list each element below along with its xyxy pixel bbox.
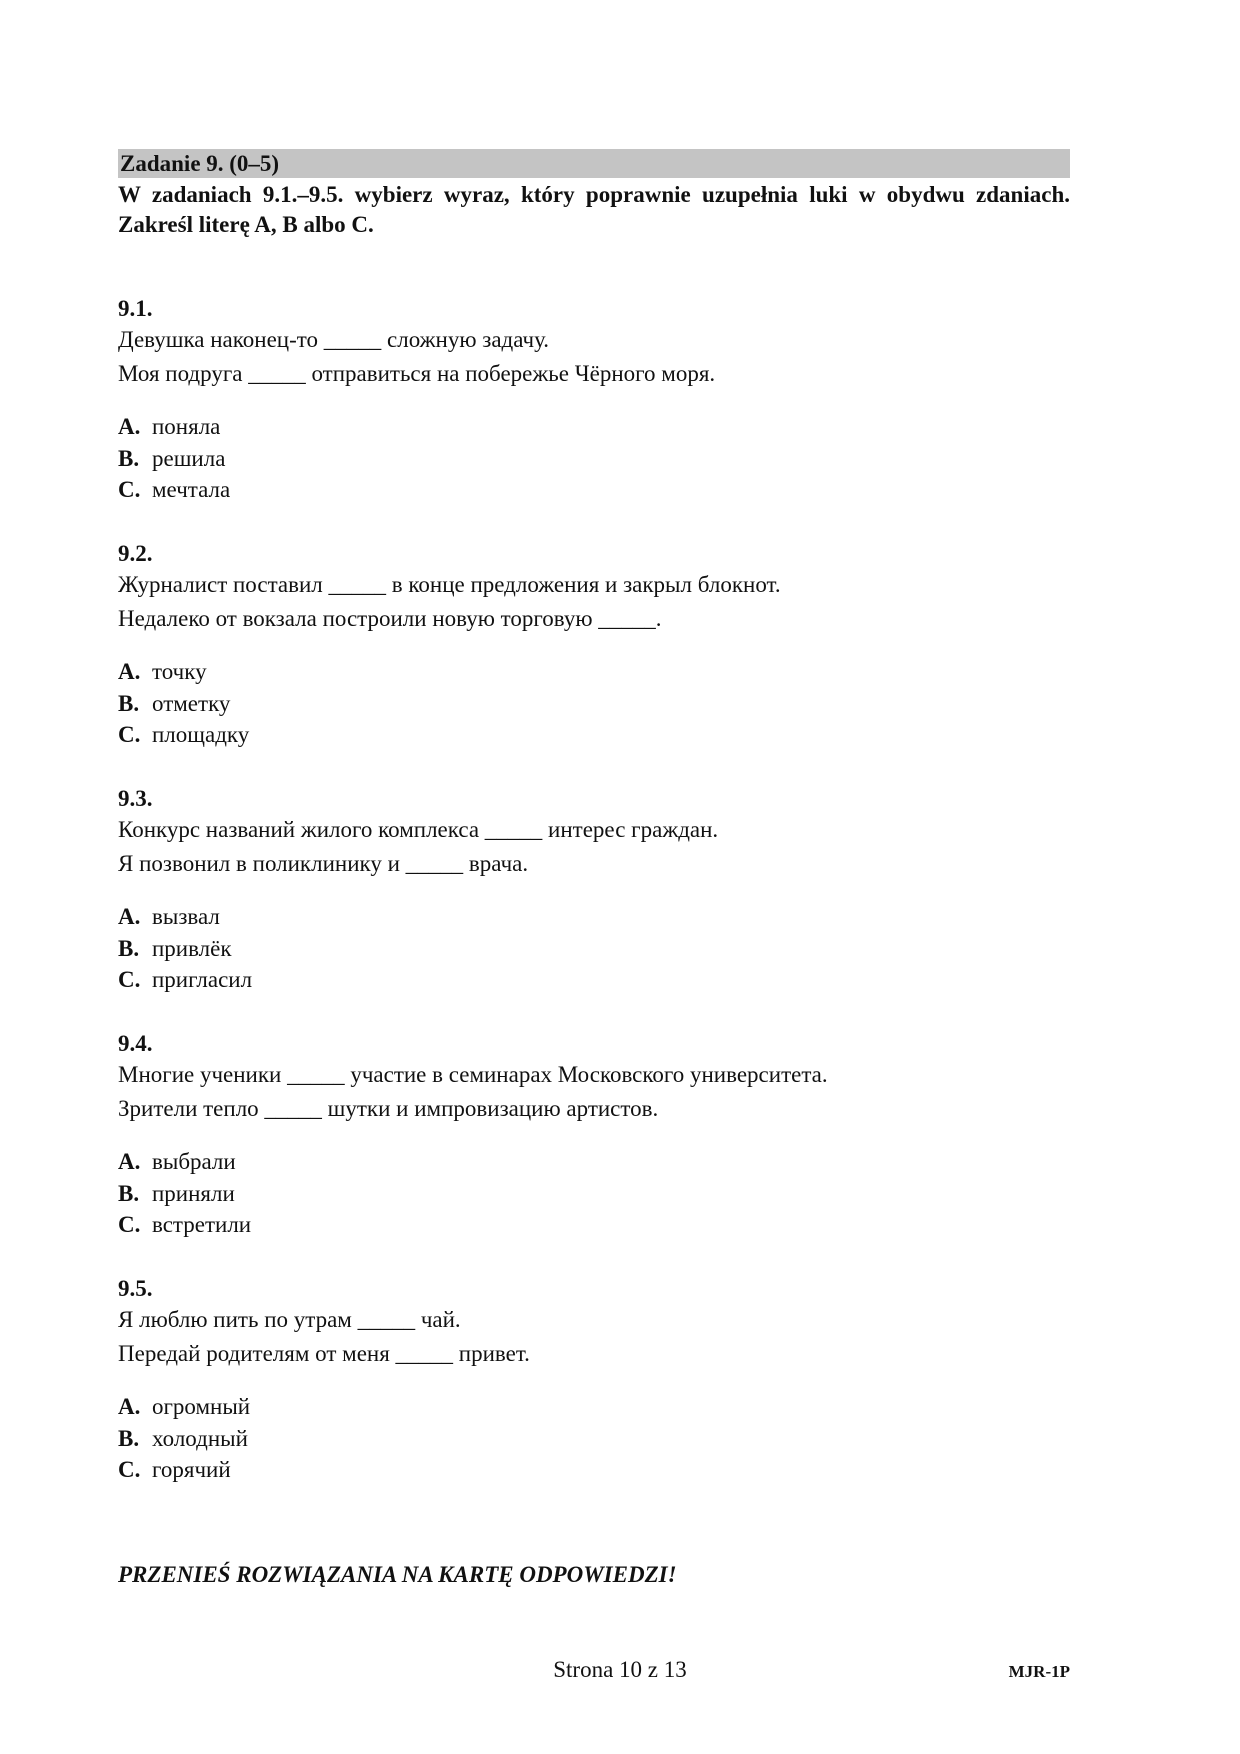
answer-option-a[interactable] — [118, 411, 1070, 443]
option-text: горячий — [152, 1457, 231, 1482]
question-sentence: Передай родителям от меня _____ привет. — [118, 1341, 530, 1366]
question-sentence: Я люблю пить по утрам _____ чай. — [118, 1307, 461, 1332]
option-letter: B. — [118, 1180, 140, 1206]
option-letter: C. — [118, 1212, 141, 1237]
question-9-4 — [118, 1030, 1070, 1241]
option-text: решила — [152, 445, 226, 471]
option-text: точку — [152, 659, 207, 684]
task-section — [118, 149, 1070, 240]
option-letter: A. — [118, 904, 141, 929]
option-letter: C. — [118, 477, 141, 502]
question-sentence: Моя подруга _____ отправиться на побережье Чёрного моря. — [118, 361, 716, 386]
answer-options — [118, 1146, 1070, 1241]
option-text: отметку — [152, 690, 231, 716]
option-letter: C. — [118, 967, 141, 992]
option-letter: A. — [118, 659, 141, 684]
answer-options — [118, 656, 1070, 751]
answer-options — [118, 901, 1070, 996]
question-number: 9.3. — [118, 786, 153, 811]
option-text: огромный — [152, 1394, 251, 1419]
answer-option-b[interactable] — [118, 1178, 1070, 1210]
option-text: приняли — [152, 1180, 235, 1206]
answer-option-a[interactable] — [118, 901, 1070, 933]
option-text: площадку — [152, 722, 250, 747]
transfer-answers-note: PRZENIEŚ ROZWIĄZANIA NA KARTĘ ODPOWIEDZI! — [118, 1562, 677, 1587]
option-text: вызвал — [152, 904, 220, 929]
answer-option-a[interactable] — [118, 1391, 1070, 1423]
option-letter: A. — [118, 1394, 141, 1419]
option-letter: B. — [118, 1425, 140, 1451]
option-letter: B. — [118, 935, 140, 961]
question-number: 9.2. — [118, 541, 153, 566]
question-sentence: Журналист поставил _____ в конце предложения и закрыл блокнот. — [118, 572, 781, 597]
question-9-3 — [118, 785, 1070, 996]
option-letter: A. — [118, 414, 141, 439]
answer-option-c[interactable] — [118, 964, 1070, 996]
answer-option-b[interactable] — [118, 1423, 1070, 1455]
page-number: Strona 10 z 13 — [553, 1657, 687, 1682]
task-instruction: W zadaniach 9.1.–9.5. wybierz wyraz, który poprawnie uzupełnia luki w obydwu zdaniach. Zakreśl literę A, B albo C. — [118, 182, 1070, 237]
answer-option-b[interactable] — [118, 688, 1070, 720]
option-letter: A. — [118, 1149, 141, 1174]
option-text: выбрали — [152, 1149, 236, 1174]
answer-option-a[interactable] — [118, 1146, 1070, 1178]
question-sentence: Девушка наконец-то _____ сложную задачу. — [118, 327, 550, 352]
option-letter: C. — [118, 722, 141, 747]
option-text: пригласил — [152, 967, 253, 992]
exam-code: MJR-1P — [1008, 1662, 1070, 1681]
answer-option-c[interactable] — [118, 1454, 1070, 1486]
answer-option-c[interactable] — [118, 1209, 1070, 1241]
option-text: поняла — [152, 414, 221, 439]
answer-option-c[interactable] — [118, 719, 1070, 751]
answer-option-b[interactable] — [118, 443, 1070, 475]
question-number: 9.1. — [118, 296, 153, 321]
question-sentence: Зрители тепло _____ шутки и импровизацию артистов. — [118, 1096, 659, 1121]
question-number: 9.5. — [118, 1276, 153, 1301]
question-9-1 — [118, 295, 1070, 506]
option-letter: B. — [118, 690, 140, 716]
question-9-5 — [118, 1275, 1070, 1486]
option-text: привлёк — [152, 935, 232, 961]
answer-options — [118, 411, 1070, 506]
option-letter: B. — [118, 445, 140, 471]
question-sentence: Я позвонил в поликлинику и _____ врача. — [118, 851, 529, 876]
option-text: мечтала — [152, 477, 231, 502]
question-sentence: Многие ученики _____ участие в семинарах Московского университета. — [118, 1062, 828, 1087]
question-9-2 — [118, 540, 1070, 751]
option-text: холодный — [152, 1425, 248, 1451]
question-sentence: Конкурс названий жилого комплекса _____ интерес граждан. — [118, 817, 719, 842]
answer-option-c[interactable] — [118, 474, 1070, 506]
question-number: 9.4. — [118, 1031, 153, 1056]
task-header: Zadanie 9. (0–5) — [118, 149, 1070, 178]
answer-options — [118, 1391, 1070, 1486]
answer-option-a[interactable] — [118, 656, 1070, 688]
question-sentence: Недалеко от вокзала построили новую торговую _____. — [118, 606, 662, 631]
option-letter: C. — [118, 1457, 141, 1482]
option-text: встретили — [152, 1212, 252, 1237]
answer-option-b[interactable] — [118, 933, 1070, 965]
